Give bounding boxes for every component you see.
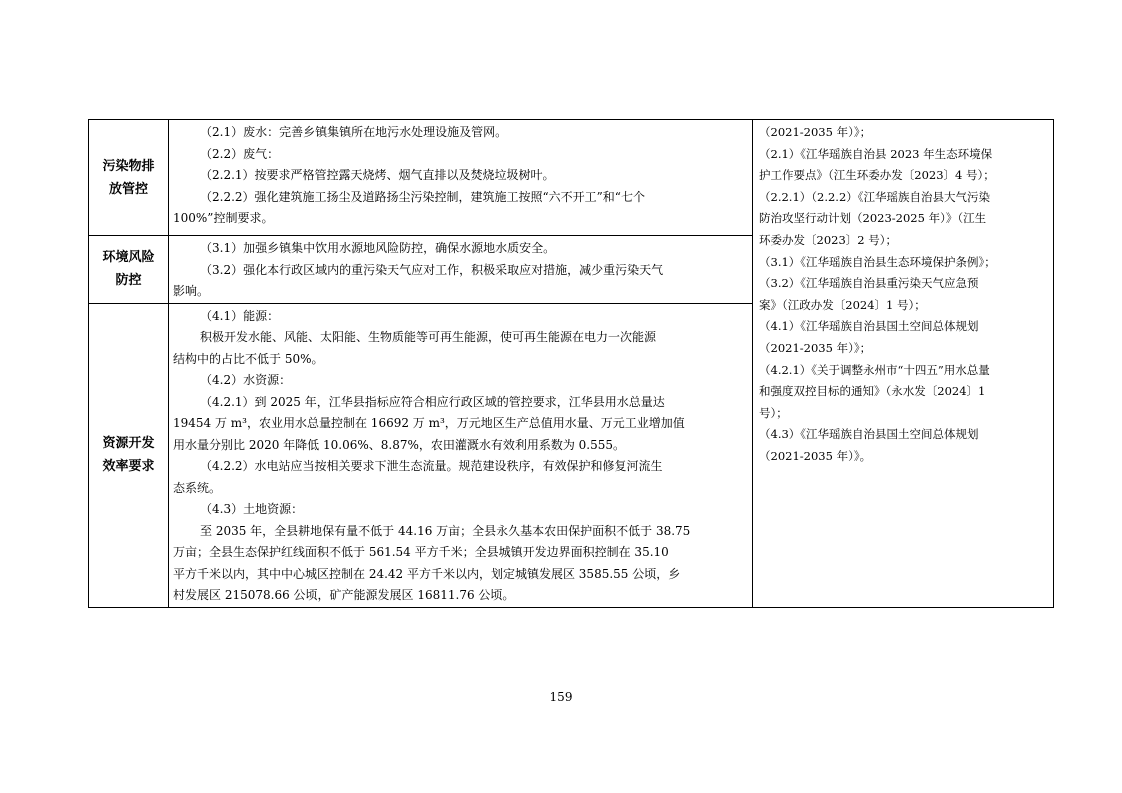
- requirement-cell: [169, 120, 753, 236]
- page-number: 159: [549, 690, 573, 704]
- requirement-line: 态系统。: [173, 480, 222, 495]
- basis-line: 和强度双控目标的通知》（永水发〔2024〕1: [759, 384, 986, 399]
- requirement-line: （3.1）加强乡镇集中饮用水源地风险防控，确保水源地水质安全。: [200, 241, 556, 255]
- category-label: 效率要求: [102, 459, 155, 474]
- requirement-line: 影响。: [173, 284, 210, 298]
- requirement-line: （4.2）水资源：: [200, 373, 292, 387]
- requirement-line: 万亩；全县生态保护红线面积不低于 561.54 平方千米；全县城镇开发边界面积控制在 35.10: [173, 545, 669, 559]
- requirement-line: （4.1）能源：: [200, 308, 280, 323]
- table-row: [89, 120, 1054, 236]
- basis-line: 防治攻坚行动计划（2023-2025 年）》（江生: [759, 211, 987, 226]
- requirement-line: （4.2.2）水电站应当按相关要求下泄生态流量。规范建设秩序，有效保护和修复河流生: [200, 459, 663, 473]
- basis-line: （3.1）《江华瑶族自治县生态环境保护条例》；: [759, 254, 996, 269]
- basis-line: （4.1）《江华瑶族自治县国土空间总体规划: [759, 319, 979, 334]
- category-cell: [89, 236, 169, 304]
- requirement-cell: [169, 236, 753, 304]
- category-label: 资源开发: [102, 436, 155, 451]
- regulation-table: [88, 119, 1054, 608]
- basis-line: 号）；: [759, 405, 788, 420]
- requirement-line: 积极开发水能、风能、太阳能、生物质能等可再生能源，使可再生能源在电力一次能源: [200, 330, 657, 344]
- basis-line: （4.2.1）《关于调整永州市“十四五”用水总量: [759, 362, 990, 377]
- basis-line: （2021-2035 年）》；: [759, 125, 872, 139]
- category-label: 环境风险: [102, 250, 155, 266]
- basis-line: 环委办发〔2023〕2 号）；: [759, 232, 897, 247]
- category-cell: [89, 120, 169, 236]
- basis-line: （4.3）《江华瑶族自治县国土空间总体规划: [759, 427, 979, 442]
- requirement-line: （4.3）土地资源：: [200, 502, 304, 516]
- requirement-line: （2.1）废水：完善乡镇集镇所在地污水处理设施及管网。: [200, 125, 508, 139]
- requirement-line: （2.2）废气：: [200, 146, 280, 161]
- requirement-line: （4.2.1）到 2025 年，江华县指标应符合相应行政区域的管控要求，江华县用水总量达: [200, 394, 665, 409]
- category-label: 防控: [115, 273, 142, 289]
- basis-line: 案》（江政办发〔2024〕1 号）；: [759, 297, 926, 312]
- requirement-line: （2.2.2）强化建筑施工扬尘及道路扬尘污染控制，建筑施工按照“六不开工”和“七个: [200, 189, 645, 204]
- requirement-line: 至 2035 年，全县耕地保有量不低于 44.16 万亩；全县永久基本农田保护面积不低于 38.75: [200, 523, 691, 538]
- basis-line: （2021-2035 年）》。: [759, 448, 872, 463]
- basis-line: （2021-2035 年）》；: [759, 340, 872, 355]
- requirement-line: 100%”控制要求。: [173, 211, 274, 225]
- basis-line: （3.2）《江华瑶族自治县重污染天气应急预: [759, 276, 979, 291]
- category-label: 放管控: [108, 181, 148, 197]
- requirement-line: （3.2）强化本行政区域内的重污染天气应对工作，积极采取应对措施，减少重污染天气: [200, 262, 664, 277]
- requirement-line: 用水量分别比 2020 年降低 10.06%、8.87%，农田灌溉水有效利用系数为 0.555。: [173, 437, 626, 452]
- requirement-line: 结构中的占比不低于 50%。: [173, 351, 324, 366]
- basis-line: 护工作要点》（江生环委办发〔2023〕4 号）；: [759, 168, 995, 183]
- requirement-cell: [169, 303, 753, 607]
- requirement-line: （2.2.1）按要求严格管控露天烧烤、烟气直排以及焚烧垃圾树叶。: [200, 168, 555, 182]
- requirement-line: 平方千米以内，其中中心城区控制在 24.42 平方千米以内，划定城镇发展区 3585.55 公顷，乡: [173, 566, 681, 581]
- basis-line: （2.2.1）（2.2.2）《江华瑶族自治县大气污染: [759, 189, 991, 204]
- requirement-line: 村发展区 215078.66 公顷，矿产能源发展区 16811.76 公顷。: [173, 588, 515, 602]
- basis-cell: [753, 120, 1054, 608]
- category-cell: [89, 303, 169, 607]
- requirement-line: 19454 万 m³，农业用水总量控制在 16692 万 m³，万元地区生产总值用水量、万元工业增加值: [173, 416, 685, 430]
- basis-line: （2.1）《江华瑶族自治县 2023 年生态环境保: [759, 146, 993, 161]
- category-label: 污染物排: [102, 158, 155, 174]
